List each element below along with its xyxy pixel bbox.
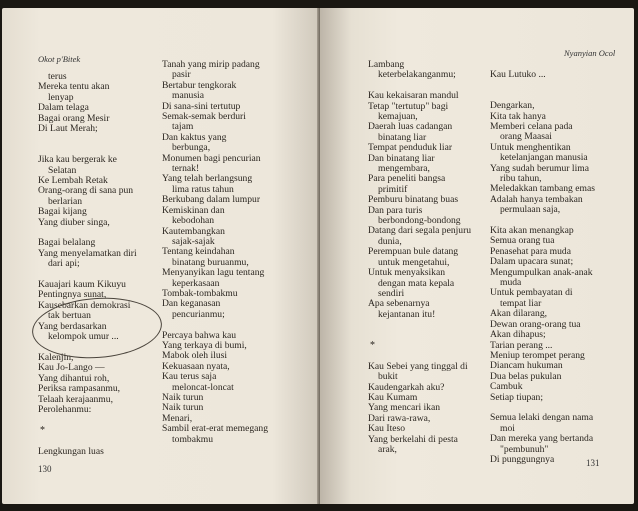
poem-line: muda <box>500 277 522 289</box>
poem-line: berbunga, <box>172 142 211 154</box>
poem-line: Dua belas pukulan <box>490 370 562 382</box>
poem-line: tombakmu <box>172 433 214 445</box>
poem-line: Orang-orang di sana pun <box>38 185 134 197</box>
poem-line: Mabok oleh ilusi <box>162 350 228 362</box>
poem-line: Tempat penduduk liar <box>368 142 453 154</box>
poem-line: Dengarkan, <box>490 100 535 112</box>
poem-line: Kau Jo-Lango — <box>38 362 105 374</box>
poem-line: lima ratus tahun <box>172 183 234 195</box>
poem-line: binatang liar <box>378 131 427 143</box>
poem-line: untuk mengetahui, <box>378 256 450 268</box>
poem-line: berbondong-bondong <box>378 215 461 227</box>
poem-line: permulaan saja, <box>500 204 561 216</box>
poem-line: Kau Sebei yang tinggal di <box>368 360 468 372</box>
left-page-header: Okot p'Bitek <box>38 54 81 64</box>
poem-line: Kekuasaan nyata, <box>162 360 230 372</box>
poem-line: Meledakkan tambang emas <box>490 183 595 195</box>
poem-line: Untuk menghentikan <box>490 141 571 153</box>
stanza-gap <box>38 436 137 446</box>
poem-line: binatang buruanmu, <box>172 256 249 268</box>
poem-line: sajak-sajak <box>172 235 215 247</box>
poem-line: Jika kau bergerak ke <box>38 154 117 166</box>
poem-line: Mereka tentu akan <box>38 81 110 93</box>
poem-line: Akan dilarang, <box>490 308 548 320</box>
poem-line: Kau Iteso <box>368 423 406 435</box>
poem-line: kejantanan itu! <box>378 308 436 320</box>
poem-line: Dalam telaga <box>38 102 89 114</box>
poem-line: Meniup terompet perang <box>490 349 585 361</box>
poem-line: sendiri <box>378 287 405 299</box>
poem-line: Selatan <box>48 164 77 176</box>
poem-line: Diancam hukuman <box>490 360 563 372</box>
poem-line: Dan mereka yang bertanda <box>490 433 594 445</box>
poem-line: Ke Lembah Retak <box>38 175 108 187</box>
poem-line: Kaudengarkah aku? <box>368 381 445 393</box>
poem-line: Kita tak hanya <box>490 110 546 122</box>
poem-line: Tetap "tertutup" bagi <box>368 100 449 112</box>
poem-line: kebodohan <box>172 215 215 227</box>
poem-line: Pemburu binatang buas <box>368 194 459 206</box>
poem-line: Yang berdasarkan <box>38 320 107 332</box>
poem-line: Dewan orang-orang tua <box>490 318 581 330</box>
poem-line: ribu tahun, <box>500 173 542 185</box>
poem-line: orang Maasai <box>500 131 552 143</box>
poem-line: Yang dihantui roh, <box>38 372 110 384</box>
section-asterisk: * <box>370 339 375 351</box>
stanza-gap <box>490 80 595 90</box>
poem-line: Dan kaktus yang <box>162 131 227 143</box>
stanza-gap <box>38 134 137 144</box>
poem-line: ternak! <box>172 163 200 175</box>
poem-line: Lambang <box>368 59 405 70</box>
poem-line: Bagai orang Mesir <box>38 112 110 124</box>
poem-line: terus <box>48 71 67 82</box>
poem-line: Yang telah berlangsung <box>162 173 253 185</box>
right-column-1 <box>368 60 471 455</box>
left-column-2 <box>162 60 268 445</box>
poem-line: Kauajari kaum Kikuyu <box>38 279 126 291</box>
poem-line: Menari, <box>162 412 193 424</box>
poem-line: Dan binatang liar <box>368 152 435 164</box>
poem-line: Dan keganasan <box>162 298 221 310</box>
poem-line: Pentingnya sunat, <box>38 289 107 301</box>
poem-line: Bertabur tengkorak <box>162 79 237 91</box>
poem-line: Periksa rampasanmu, <box>38 383 121 395</box>
poem-line: Adalah hanya tembakan <box>490 193 583 205</box>
poem-line: Tarian perang ... <box>490 339 553 351</box>
poem-line: bukit <box>378 371 398 383</box>
poem-line: Dari rawa-rawa, <box>368 412 431 424</box>
poem-line: berlarian <box>48 195 83 207</box>
poem-line: Para peneliti bangsa <box>368 173 446 185</box>
poem-line: dari api; <box>48 258 80 270</box>
poem-line: Yang diuber singa, <box>38 216 110 228</box>
right-page-number: 131 <box>586 458 600 468</box>
poem-line: pencurianmu; <box>172 308 225 320</box>
poem-line: Yang berkelahi di pesta <box>368 433 458 445</box>
poem-line: Daerah luas cadangan <box>368 121 453 133</box>
poem-line: Naik turun <box>162 402 204 414</box>
poem-line: arak, <box>378 443 397 455</box>
poem-line: Kautembangkan <box>162 225 225 237</box>
poem-line: ketelanjangan manusia <box>500 152 588 164</box>
poem-line: Setiap tiupan; <box>490 391 544 403</box>
right-page <box>320 8 634 504</box>
left-page <box>2 8 320 504</box>
stanza-gap <box>162 320 268 330</box>
poem-line: Akan dihapus; <box>490 329 546 341</box>
stanza-gap <box>368 320 471 330</box>
poem-line: kemajuan, <box>378 111 418 123</box>
poem-line: Dalam upacara sunat; <box>490 256 574 268</box>
poem-line: Memberi celana pada <box>490 121 573 132</box>
poem-line: Kemiskinan dan <box>162 204 225 216</box>
poem-line: Kalenjin, <box>38 351 74 363</box>
poem-line: Cambuk <box>490 381 523 393</box>
poem-line: meloncat-loncat <box>172 381 234 393</box>
poem-line: Perolehanmu: <box>38 403 92 415</box>
poem-line: dengan mata kepala <box>378 277 455 289</box>
poem-line: Telaah kerajaanmu, <box>38 393 113 405</box>
poem-line: Apa sebenarnya <box>368 298 430 310</box>
poem-line: Lengkungan luas <box>38 445 104 457</box>
left-page-number: 130 <box>38 464 52 474</box>
poem-line: Yang mencari ikan <box>368 402 441 414</box>
poem-line: Tanah yang mirip padang <box>162 59 260 70</box>
poem-line: Perempuan bule datang <box>368 246 459 258</box>
right-column-2 <box>490 70 595 465</box>
poem-line: Yang sudah berumur lima <box>490 162 589 174</box>
poem-line: Di Laut Merah; <box>38 123 98 135</box>
poem-line: "pembunuh" <box>500 443 549 455</box>
poem-line: Untuk pembayatan di <box>490 287 573 299</box>
poem-line: Kau kekaisaran mandul <box>368 90 459 102</box>
poem-line: Tombak-tombakmu <box>162 287 238 299</box>
poem-line: Mengumpulkan anak-anak <box>490 266 593 278</box>
section-asterisk: * <box>40 424 45 436</box>
poem-line: Kau terus saja <box>162 371 217 383</box>
poem-line: Untuk menyaksikan <box>368 267 446 279</box>
poem-line: Bagai kijang <box>38 206 87 218</box>
poem-line: Di sana-sini tertutup <box>162 100 241 112</box>
poem-line: mengembara, <box>378 163 430 175</box>
poem-line: keperkasaan <box>172 277 220 289</box>
poem-line: lenyap <box>48 91 74 103</box>
poem-line: tempat liar <box>500 297 542 309</box>
poem-line: Yang menyelamatkan diri <box>38 247 137 259</box>
poem-line: manusia <box>172 90 204 102</box>
poem-line: primitif <box>378 183 408 195</box>
poem-line: Yang terkaya di bumi, <box>162 339 247 351</box>
poem-line: Kau Lutuko ... <box>490 69 546 80</box>
poem-line: Datang dari segala penjuru <box>368 225 472 237</box>
poem-line: moi <box>500 422 515 434</box>
poem-line: Semak-semak berduri <box>162 111 246 123</box>
poem-line: Menyanyikan lagu tentang <box>162 267 265 279</box>
poem-line: tak bertuan <box>48 310 91 322</box>
poem-line: Semua lelaki dengan nama <box>490 412 594 424</box>
poem-line: pasir <box>172 69 191 81</box>
poem-line: Kausebarkan demokrasi <box>38 299 131 311</box>
poem-line: keterbelakanganmu; <box>378 69 456 81</box>
poem-line: Penasehat para muda <box>490 245 571 257</box>
poem-line: Monumen bagi pencurian <box>162 152 261 164</box>
poem-line: kelompok umur ... <box>48 331 119 343</box>
poem-line: Naik turun <box>162 391 204 403</box>
right-page-header: Nyanyian Ocol <box>564 48 616 58</box>
poem-line: Percaya bahwa kau <box>162 329 237 341</box>
poem-line: Berkubang dalam lumpur <box>162 194 261 206</box>
poem-line: dunia, <box>378 235 402 247</box>
poem-line: Semua orang tua <box>490 235 555 247</box>
poem-line: Kita akan menangkap <box>490 225 574 237</box>
stanza-gap <box>38 415 137 425</box>
poem-line: Di punggungnya <box>490 453 555 465</box>
poem-line: Kau Kumam <box>368 391 418 403</box>
left-column-1 <box>38 72 137 457</box>
stanza-gap <box>368 331 471 341</box>
poem-line: tajam <box>172 121 194 133</box>
poem-line: Dan para turis <box>368 204 423 216</box>
poem-line: Bagai belalang <box>38 237 96 249</box>
poem-line: Tentang keindahan <box>162 246 235 258</box>
poem-line: Sambil erat-erat memegang <box>162 423 269 435</box>
